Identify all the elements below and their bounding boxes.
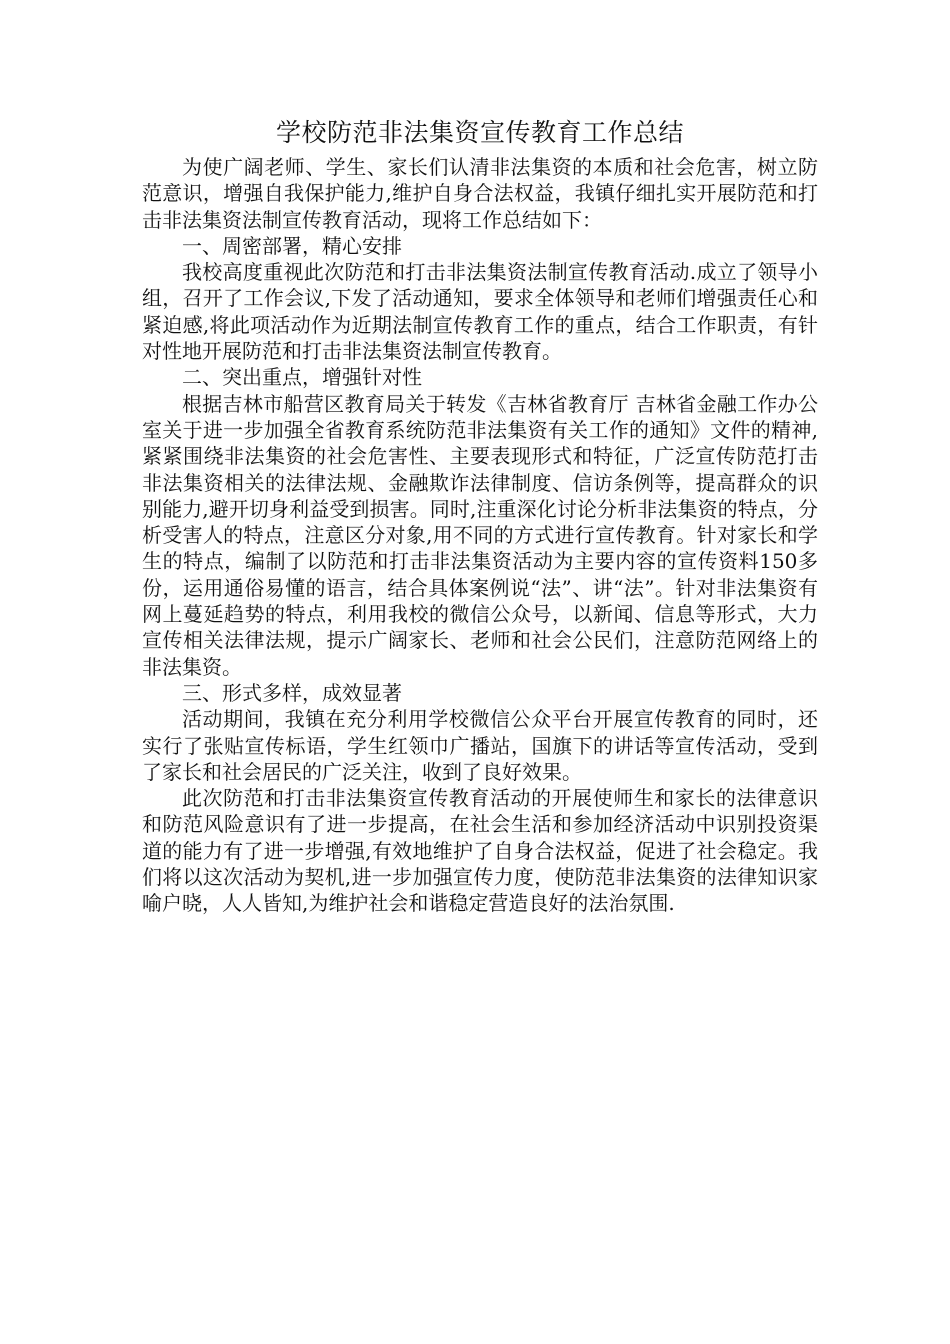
- intro-paragraph: 为使广阔老师、学生、家长们认清非法集资的本质和社会危害，树立防范意识，增强自我保护能力,维护自身合法权益，我镇仔细扎实开展防范和打击非法集资法制宣传教育活动，现将工作总结如下：: [142, 155, 818, 232]
- section-2-heading: 二、突出重点，增强针对性: [182, 365, 422, 390]
- section-1-heading: 一、周密部署，精心安排: [182, 233, 402, 258]
- conclusion-paragraph: 此次防范和打击非法集资宣传教育活动的开展使师生和家长的法律意识和防范风险意识有了进一步提高，在社会生活和参加经济活动中识别投资渠道的能力有了进一步增强,有效地维护了自身合法权益，促进了社会稳定。我们将以这次活动为契机,进一步加强宣传力度，使防范非法集资的法律知识家喻户晓，人人皆知,为维护社会和谐稳定营造良好的法治氛围.: [142, 786, 818, 916]
- section-3-heading: 三、形式多样，成效显著: [182, 680, 402, 705]
- document-page: [142, 116, 818, 917]
- document-title: 学校防范非法集资宣传教育工作总结: [275, 118, 684, 147]
- section-1-body: 我校高度重视此次防范和打击非法集资法制宣传教育活动.成立了领导小组，召开了工作会议,下发了活动通知，要求全体领导和老师们增强责任心和紧迫感,将此项活动作为近期法制宣传教育工作的重点，结合工作职责，有针对性地开展防范和打击非法集资法制宣传教育。: [142, 260, 818, 364]
- section-3-body: 活动期间，我镇在充分利用学校微信公众平台开展宣传教育的同时，还实行了张贴宣传标语，学生红领巾广播站，国旗下的讲话等宣传活动，受到了家长和社会居民的广泛关注，收到了良好效果。: [142, 707, 818, 784]
- section-2-body: 根据吉林市船营区教育局关于转发《吉林省教育厅 吉林省金融工作办公室关于进一步加强全省教育系统防范非法集资有关工作的通知》文件的精神,紧紧围绕非法集资的社会危害性、主要表现形式和特征，广泛宣传防范打击非法集资相关的法律法规、金融欺诈法律制度、信访条例等，提高群众的识别能力,避开切身利益受到损害。同时,注重深化讨论分析非法集资的特点，分析受害人的特点，注意区分对象,用不同的方式进行宣传教育。针对家长和学生的特点，编制了以防范和打击非法集资活动为主要内容的宣传资料150多份，运用通俗易懂的语言，结合具体案例说“法”、讲“法”。针对非法集资有网上蔓延趋势的特点，利用我校的微信公众号，以新闻、信息等形式，大力宣传相关法律法规，提示广阔家长、老师和社会公民们，注意防范网络上的非法集资。: [142, 391, 818, 679]
